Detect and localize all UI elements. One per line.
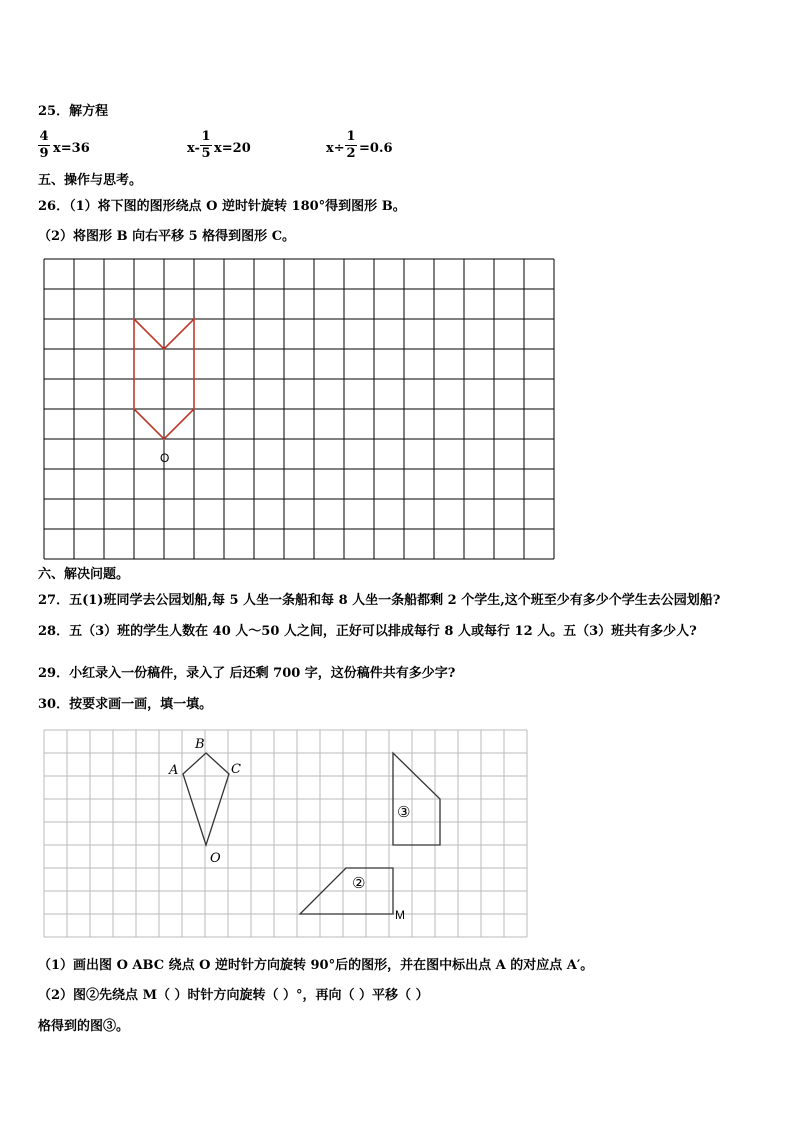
q30-label-o: O <box>210 851 221 866</box>
section5-heading: 五、操作与思考。 <box>38 173 143 188</box>
q28-text: 28．五（3）班的学生人数在 40 人～50 人之间，正好可以排成每行 8 人或每行 12 人。五（3）班共有多少人? <box>38 624 697 639</box>
q30-grid <box>40 725 540 940</box>
q26-grid <box>36 252 596 572</box>
q27-text: 27．五(1)班同学去公园划船,每 5 人坐一条船和每 8 人坐一条船都剩 2 个学生,这个班至少有多少个学生去公园划船? <box>38 593 721 608</box>
q30-sub2-end: 格得到的图③。 <box>38 1019 130 1034</box>
q30-line1: 30．按要求画一画，填一填。 <box>38 697 213 712</box>
q29-text: 29．小红录入一份稿件，录入了 后还剩 700 字，这份稿件共有多少字? <box>38 666 456 681</box>
q30-label-m: M <box>395 908 405 922</box>
q30-label-b: B <box>195 737 205 752</box>
q26-line2: （2）将图形 B 向右平移 5 格得到图形 C。 <box>38 229 296 244</box>
q26-line1: 26．（1）将下图的图形绕点 O 逆时针旋转 180°得到图形 B。 <box>38 199 406 214</box>
q26-point-o-label: O <box>160 451 170 465</box>
q30-label-a: A <box>169 763 179 778</box>
q30-sub2: （2）图②先绕点 M（ ）时针方向旋转（ ）°，再向（ ）平移（ ） <box>38 988 429 1003</box>
q30-label-fig3: ③ <box>397 803 411 821</box>
q30-label-c: C <box>231 762 241 777</box>
q25-heading: 25．解方程 <box>38 104 109 119</box>
q30-label-fig2: ② <box>352 874 366 892</box>
section6-heading: 六、解决问题。 <box>38 567 130 582</box>
q30-sub1: （1）画出图 O ABC 绕点 O 逆时针方向旋转 90°后的图形，并在图中标出点 A 的对应点 A′。 <box>38 958 594 973</box>
